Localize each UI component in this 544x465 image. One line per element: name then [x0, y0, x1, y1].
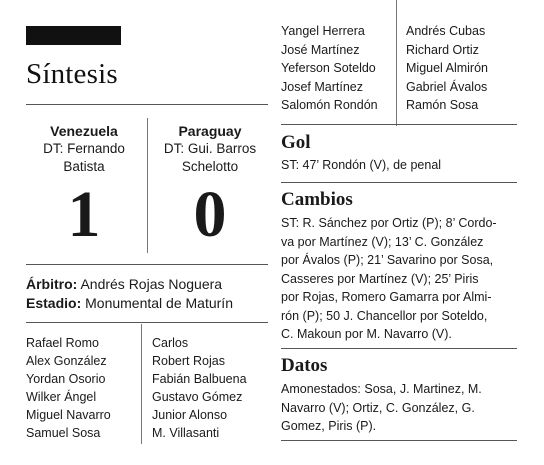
- player-name: Ramón Sosa: [406, 98, 479, 112]
- match-info: [26, 275, 233, 313]
- synthesis-right-column: [281, 0, 517, 465]
- away-team: [152, 114, 268, 251]
- home-coach-line1: DT: Fernando: [43, 141, 125, 156]
- info-divider: [26, 322, 268, 323]
- data-divider: [281, 440, 517, 441]
- scoreboard: [26, 114, 268, 262]
- data-heading: Datos: [281, 355, 328, 376]
- home-lineup-part2: [281, 22, 378, 115]
- goal-heading: Gol: [281, 132, 311, 153]
- player-name: Miguel Navarro: [26, 408, 111, 422]
- stadium-name: Monumental de Maturín: [81, 295, 233, 311]
- player-name: Andrés Cubas: [406, 24, 486, 38]
- away-lineup-part1: [152, 334, 247, 442]
- home-team: [26, 114, 142, 251]
- player-name: Gustavo Gómez: [152, 390, 243, 404]
- player-name: Junior Alonso: [152, 408, 228, 422]
- player-name: Carlos: [152, 336, 189, 350]
- player-name: Miguel Almirón: [406, 61, 488, 75]
- section-marker-bar: [26, 26, 121, 45]
- lineup-divider: [141, 324, 142, 444]
- changes-divider: [281, 348, 517, 349]
- home-score: 1: [67, 178, 101, 251]
- referee-name: Andrés Rojas Noguera: [77, 276, 223, 292]
- stadium-label: Estadio:: [26, 295, 82, 311]
- away-team-name: Paraguay: [178, 123, 242, 139]
- player-name: Samuel Sosa: [26, 426, 101, 440]
- away-coach-line1: DT: Gui. Barros: [163, 141, 257, 156]
- scoreboard-divider-bottom: [26, 264, 268, 265]
- away-lineup-part2: [406, 22, 488, 115]
- goal-divider: [281, 182, 517, 183]
- player-name: José Martínez: [281, 42, 360, 57]
- lineup-bottom-divider: [281, 124, 517, 125]
- home-lineup-part1: [26, 334, 111, 442]
- player-name: Yordan Osorio: [26, 372, 106, 386]
- top-lineup-divider: [396, 0, 397, 126]
- synthesis-left-column: [26, 0, 268, 465]
- player-name: Robert Rojas: [152, 354, 225, 368]
- player-name: Josef Martínez: [281, 79, 363, 94]
- player-name: Rafael Romo: [26, 336, 99, 350]
- player-name: M. Villasanti: [152, 426, 220, 440]
- home-coach-line2: Batista: [63, 159, 105, 174]
- referee-label: Árbitro:: [26, 276, 78, 292]
- goal-text: ST: 47’ Rondón (V), de penal: [281, 158, 442, 172]
- player-name: Wilker Ángel: [26, 390, 97, 404]
- stadium-line: [26, 294, 233, 313]
- player-name: Salomón Rondón: [281, 98, 378, 112]
- data-text: Amonestados: Sosa, J. Martinez, M. Navarro (V); Ortiz, C. González, G. Gomez, Piris (P).: [281, 382, 482, 433]
- changes-heading: Cambios: [281, 189, 353, 210]
- page-title: Síntesis: [26, 58, 118, 90]
- player-name: Gabriel Ávalos: [406, 79, 488, 94]
- title-divider: [26, 104, 268, 105]
- player-name: Alex González: [26, 354, 107, 368]
- away-coach-line2: Schelotto: [181, 159, 239, 174]
- scoreboard-divider: [147, 118, 148, 253]
- player-name: Yangel Herrera: [281, 24, 365, 38]
- referee-line: [26, 275, 233, 294]
- player-name: Richard Ortiz: [406, 42, 479, 57]
- changes-text: ST: R. Sánchez por Ortiz (P); 8’ Cordo- va por Martínez (V); 13’ C. González por Ávalos (P); 21’ Savarino por Sosa, Casseres por Martínez (V); 25’ Piris por Rojas, Romero Gamarra por Almi- rón (P); 50 J. Chancellor por Soteldo, C. Makoun por M. Navarro (V).: [281, 216, 497, 341]
- home-team-name: Venezuela: [50, 123, 118, 139]
- away-score: 0: [193, 178, 227, 251]
- player-name: Fabián Balbuena: [152, 372, 247, 386]
- player-name: Yeferson Soteldo: [281, 61, 376, 75]
